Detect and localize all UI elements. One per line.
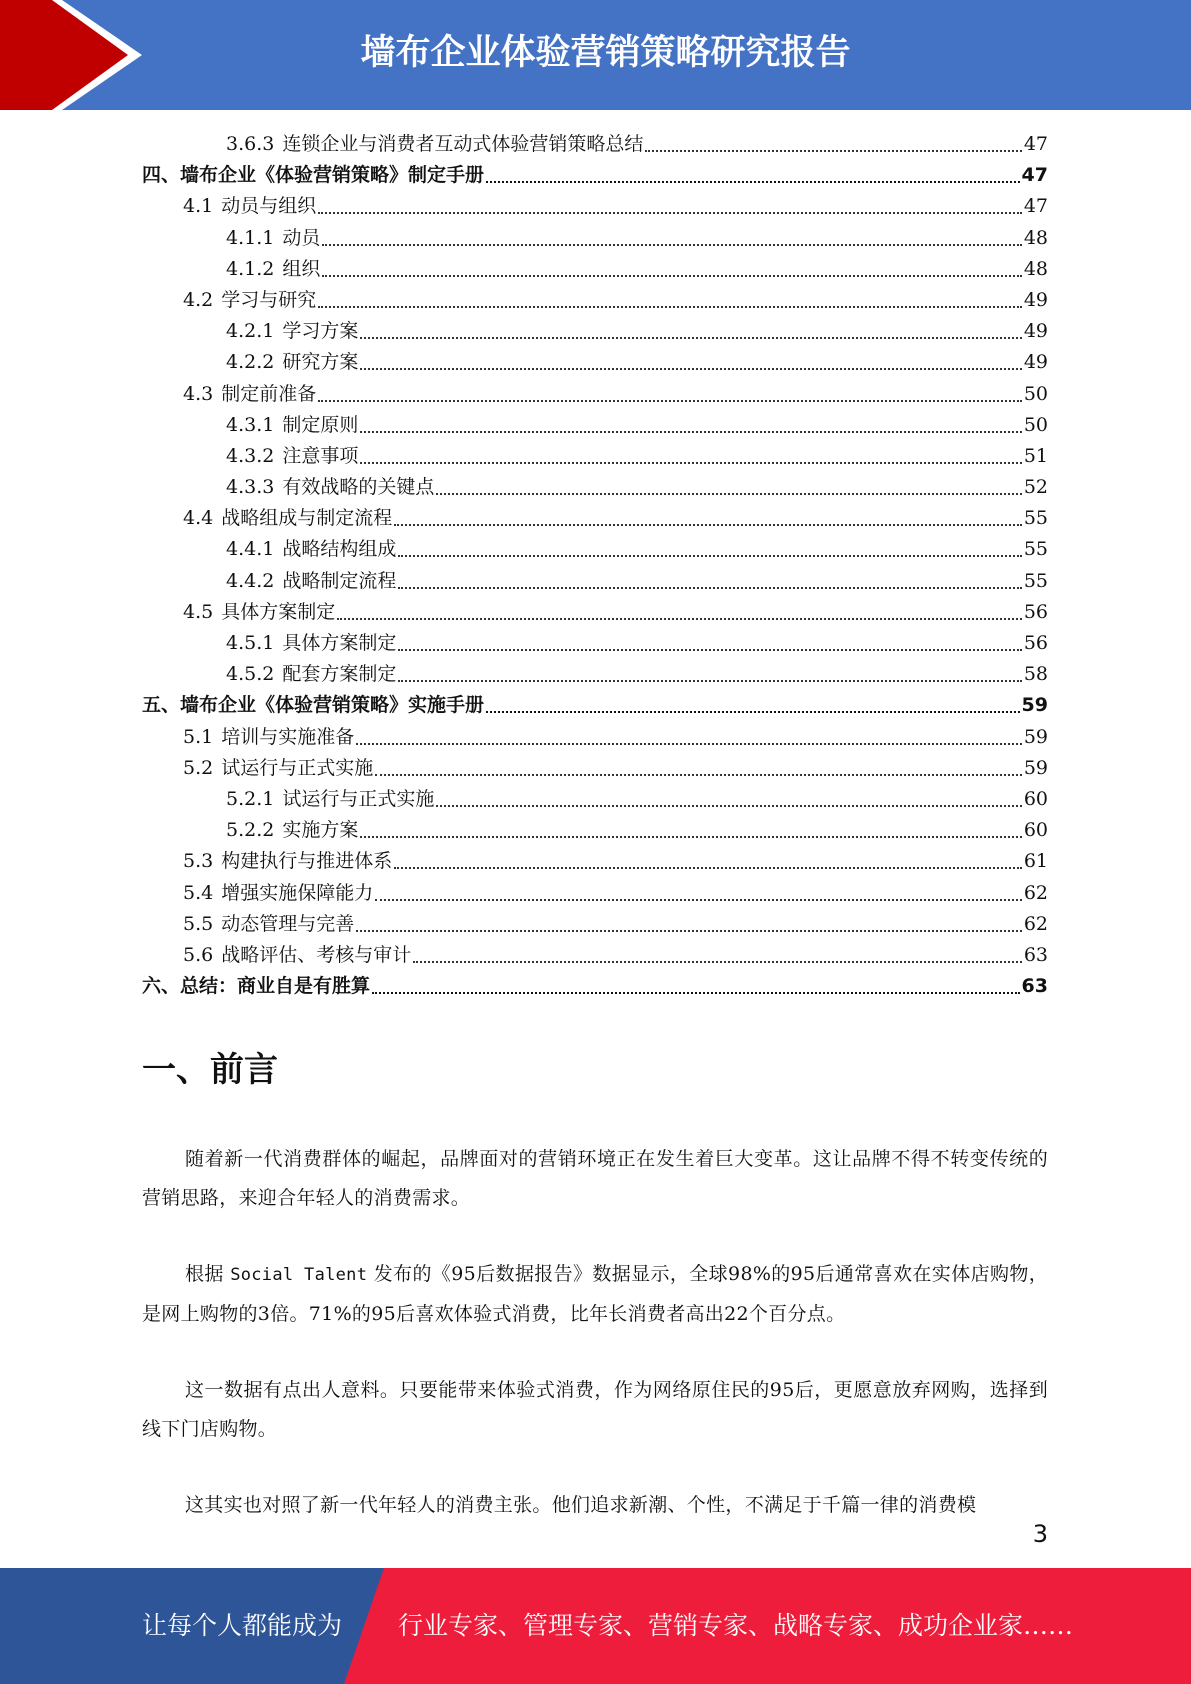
toc-entry[interactable] — [142, 846, 1048, 877]
toc-leader-dots — [360, 443, 1021, 464]
toc-entry-label: 动员 — [282, 226, 321, 249]
toc-entry-number: 5.5 — [183, 912, 214, 935]
paragraph: 这其实也对照了新一代年轻人的消费主张。他们追求新潮、个性，不满足于千篇一律的消费模 — [185, 1494, 977, 1516]
toc-leader-dots — [436, 474, 1021, 495]
toc-entry-number: 4.4 — [183, 507, 214, 530]
toc-entry-label: 动员与组织 — [221, 195, 317, 218]
toc-entry-number: 4.4.1 — [226, 538, 275, 561]
toc-entry[interactable] — [142, 285, 1048, 316]
toc-entry-label: 具体方案制定 — [282, 632, 397, 654]
toc-entry-page: 56 — [1023, 632, 1048, 654]
toc-leader-dots — [486, 692, 1020, 713]
toc-entry-number: 5.6 — [183, 943, 214, 966]
toc-entry-page: 49 — [1023, 320, 1048, 343]
toc-leader-dots — [398, 568, 1021, 589]
paragraph: 这一数据有点出人意料。只要能带来体验式消费，作为网络原住民的95后，更愿意放弃网购，选择到线下门店购物。 — [142, 1379, 1048, 1440]
toc-entry[interactable] — [142, 347, 1048, 378]
toc-entry-number: 4.2 — [183, 288, 214, 311]
toc-entry-number: 5.2.2 — [226, 819, 275, 842]
toc-entry-label: 具体方案制定 — [221, 600, 336, 623]
toc-entry[interactable] — [142, 129, 1048, 160]
toc-leader-dots — [360, 817, 1021, 838]
toc-entry-number: 5.1 — [183, 725, 214, 748]
toc-entry-label: 有效战略的关键点 — [282, 476, 435, 499]
toc-entry[interactable] — [142, 534, 1048, 565]
footer-slogan-right: 行业专家、管理专家、营销专家、战略专家、成功企业家…… — [398, 1611, 1074, 1640]
toc-entry[interactable] — [142, 379, 1048, 410]
toc-entry-label: 实施方案 — [282, 819, 359, 842]
toc-entry-page: 61 — [1023, 850, 1048, 873]
toc-entry-label: 战略组成与制定流程 — [221, 507, 393, 530]
paragraph — [142, 1255, 1048, 1334]
toc-entry-number: 4.5.1 — [226, 632, 275, 654]
toc-entry-page: 48 — [1023, 257, 1048, 280]
table-of-contents — [142, 129, 1048, 1002]
toc-entry-page: 50 — [1023, 382, 1048, 405]
toc-entry-label: 动态管理与完善 — [221, 912, 355, 935]
toc-entry-label: 组织 — [282, 257, 321, 280]
toc-entry-label: 构建执行与推进体系 — [221, 850, 393, 873]
toc-entry[interactable] — [142, 441, 1048, 472]
toc-entry-label: 六、总结：商业自是有胜算 — [142, 975, 371, 998]
toc-leader-dots — [360, 349, 1021, 370]
toc-leader-dots — [436, 786, 1021, 807]
toc-entry[interactable] — [142, 753, 1048, 784]
toc-entry-page: 60 — [1023, 787, 1048, 810]
toc-entry-label: 配套方案制定 — [282, 663, 397, 686]
toc-entry-label: 研究方案 — [282, 351, 359, 374]
toc-leader-dots — [394, 505, 1022, 526]
toc-entry-number: 4.2.2 — [226, 351, 275, 374]
toc-entry-label: 试运行与正式实施 — [282, 787, 435, 810]
toc-leader-dots — [318, 287, 1022, 308]
toc-entry-number: 4.3.3 — [226, 476, 275, 499]
toc-entry-number: 4.3 — [183, 382, 214, 405]
toc-leader-dots — [337, 599, 1022, 620]
toc-leader-dots — [375, 755, 1022, 776]
toc-entry-label: 连锁企业与消费者互动式体验营销策略总结 — [282, 133, 644, 155]
toc-leader-dots — [360, 318, 1021, 339]
toc-entry-label: 战略结构组成 — [282, 538, 397, 561]
toc-entry[interactable] — [142, 223, 1048, 254]
toc-entry-number: 4.5.2 — [226, 663, 275, 686]
toc-entry-label: 制定前准备 — [221, 382, 317, 405]
toc-entry-page: 51 — [1023, 444, 1048, 467]
toc-leader-dots — [372, 973, 1020, 994]
toc-entry[interactable] — [142, 191, 1048, 222]
paragraph-text: 根据 — [185, 1263, 224, 1285]
toc-entry-page: 59 — [1023, 725, 1048, 748]
toc-entry[interactable] — [142, 597, 1048, 628]
toc-entry-label: 试运行与正式实施 — [221, 756, 374, 779]
body-text — [142, 1140, 1048, 1562]
toc-entry-label: 战略制定流程 — [282, 569, 397, 592]
toc-entry-number: 4.1.2 — [226, 257, 275, 280]
toc-entry-number: 4.1 — [183, 195, 214, 218]
toc-leader-dots — [318, 381, 1022, 402]
toc-entry[interactable] — [142, 878, 1048, 909]
toc-entry-number: 4.3.1 — [226, 413, 275, 436]
toc-entry[interactable] — [142, 503, 1048, 534]
header-banner — [0, 0, 1191, 110]
toc-entry-page: 55 — [1023, 507, 1048, 530]
toc-leader-dots — [645, 131, 1021, 152]
toc-entry-number: 5.2.1 — [226, 787, 275, 810]
toc-entry[interactable] — [142, 566, 1048, 597]
toc-entry-label: 增强实施保障能力 — [221, 881, 374, 904]
toc-entry-page: 63 — [1023, 943, 1048, 966]
toc-entry[interactable] — [142, 410, 1048, 441]
toc-entry-page: 56 — [1023, 600, 1048, 623]
toc-entry-page: 47 — [1023, 195, 1048, 218]
toc-entry-page: 59 — [1023, 756, 1048, 779]
toc-entry-page: 49 — [1023, 288, 1048, 311]
page-number: 3 — [1032, 1520, 1048, 1548]
toc-entry[interactable] — [142, 659, 1048, 690]
toc-leader-dots — [398, 536, 1021, 557]
toc-entry-page: 49 — [1023, 351, 1048, 374]
toc-leader-dots — [360, 412, 1021, 433]
toc-entry-number: 5.4 — [183, 881, 214, 904]
toc-entry[interactable] — [142, 784, 1048, 815]
toc-entry-page: 58 — [1023, 663, 1048, 686]
toc-entry[interactable] — [142, 690, 1048, 721]
toc-leader-dots — [398, 661, 1021, 682]
toc-entry-label: 学习方案 — [282, 320, 359, 343]
toc-entry-page: 55 — [1023, 569, 1048, 592]
toc-entry-page: 62 — [1023, 881, 1048, 904]
toc-entry-number: 4.3.2 — [226, 444, 275, 467]
toc-entry-label: 制定原则 — [282, 413, 359, 436]
toc-entry-page: 48 — [1023, 226, 1048, 249]
toc-entry-page: 47 — [1021, 164, 1048, 187]
toc-leader-dots — [375, 880, 1022, 901]
toc-entry-number: 4.2.1 — [226, 320, 275, 343]
toc-entry-label: 五、墙布企业《体验营销策略》实施手册 — [142, 694, 485, 717]
paragraph: 随着新一代消费群体的崛起，品牌面对的营销环境正在发生着巨大变革。这让品牌不得不转变传统的营销思路，来迎合年轻人的消费需求。 — [142, 1148, 1048, 1209]
toc-entry-number: 4.1.1 — [226, 226, 275, 249]
toc-leader-dots — [398, 630, 1021, 651]
toc-entry-page: 50 — [1023, 413, 1048, 436]
footer-banner — [0, 1568, 1191, 1684]
toc-entry-label: 战略评估、考核与审计 — [221, 943, 412, 966]
toc-leader-dots — [322, 225, 1021, 246]
toc-leader-dots — [394, 848, 1022, 869]
toc-entry-label: 四、墙布企业《体验营销策略》制定手册 — [142, 164, 485, 187]
toc-entry-page: 62 — [1023, 912, 1048, 935]
toc-entry[interactable] — [142, 722, 1048, 753]
toc-entry[interactable] — [142, 628, 1048, 659]
toc-leader-dots — [356, 724, 1022, 745]
toc-entry-number: 4.5 — [183, 600, 214, 623]
toc-entry[interactable] — [142, 316, 1048, 347]
toc-entry-label: 培训与实施准备 — [221, 725, 355, 748]
toc-entry[interactable] — [142, 472, 1048, 503]
toc-entry-page: 47 — [1023, 133, 1048, 155]
toc-leader-dots — [413, 942, 1022, 963]
toc-entry[interactable] — [142, 815, 1048, 846]
toc-entry[interactable] — [142, 909, 1048, 940]
toc-entry-number: 5.2 — [183, 756, 214, 779]
toc-leader-dots — [486, 162, 1020, 183]
toc-entry-number: 3.6.3 — [226, 133, 275, 155]
section-heading: 一、前言 — [142, 1050, 278, 1090]
toc-entry-label: 注意事项 — [282, 444, 359, 467]
paragraph-text: 发布的《95后数据报告》数据显示，全球98%的95后通常喜欢在实体店购物，是网上购物的3倍。71%的95后喜欢体验式消费，比年长消费者高出22个百分点。 — [142, 1263, 1049, 1325]
footer-slogan-left: 让每个人都能成为 — [142, 1611, 343, 1640]
toc-entry[interactable] — [142, 160, 1048, 191]
toc-entry[interactable] — [142, 940, 1048, 971]
toc-entry-number: 5.3 — [183, 850, 214, 873]
toc-entry-page: 63 — [1021, 975, 1048, 998]
toc-leader-dots — [356, 911, 1022, 932]
brand-name: Social Talent — [230, 1265, 368, 1285]
toc-entry[interactable] — [142, 254, 1048, 285]
toc-leader-dots — [318, 193, 1022, 214]
toc-leader-dots — [322, 256, 1021, 277]
toc-entry-page: 55 — [1023, 538, 1048, 561]
toc-entry-page: 59 — [1021, 694, 1048, 717]
report-title: 墙布企业体验营销策略研究报告 — [360, 33, 851, 73]
toc-entry[interactable] — [142, 971, 1048, 1002]
toc-entry-page: 52 — [1023, 476, 1048, 499]
toc-entry-page: 60 — [1023, 819, 1048, 842]
toc-entry-number: 4.4.2 — [226, 569, 275, 592]
toc-entry-label: 学习与研究 — [221, 288, 317, 311]
